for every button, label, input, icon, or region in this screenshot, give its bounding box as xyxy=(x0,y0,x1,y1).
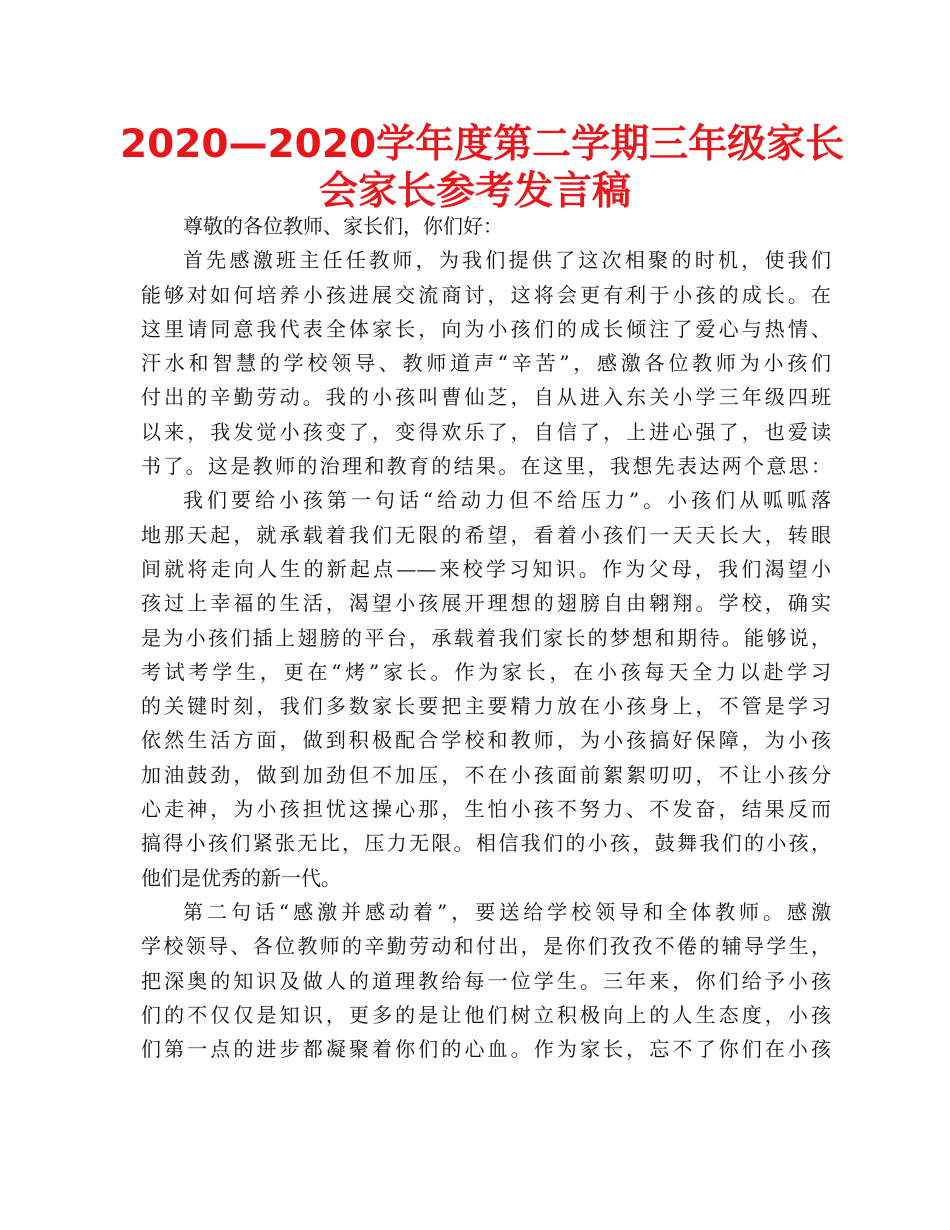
text-line: 书了。这是教师的治理和教育的结果。在这里，我想先表达两个意思： xyxy=(141,454,831,479)
text-line: 心走神，为小孩担忧这操心那，生怕小孩不努力、不发奋，结果反而 xyxy=(141,797,831,822)
text-line: 首先感激班主任任教师，为我们提供了这次相聚的时机，使我们 xyxy=(183,248,831,273)
text-line: 地那天起，就承载着我们无限的希望，看着小孩们一天天长大，转眼 xyxy=(141,522,831,547)
text-line: 依然生活方面，做到积极配合学校和教师，为小孩搞好保障，为小孩 xyxy=(141,728,831,753)
text-line: 付出的辛勤劳动。我的小孩叫曹仙芝，自从进入东关小学三年级四班 xyxy=(141,385,831,410)
text-line: 们第一点的进步都凝聚着你们的心血。作为家长，忘不了你们在小孩 xyxy=(141,1037,831,1062)
document-body xyxy=(141,209,831,1066)
text-line: 是为小孩们插上翅膀的平台，承载着我们家长的梦想和期待。能够说， xyxy=(141,625,831,650)
text-line: 们的不仅仅是知识，更多的是让他们树立积极向上的人生态度，小孩 xyxy=(141,1002,831,1027)
document-title-line-2: 会家长参考发言稿 xyxy=(318,169,631,214)
text-line: 第二句话“感激并感动着”，要送给学校领导和全体教师。感激 xyxy=(183,899,831,924)
text-line: 把深奥的知识及做人的道理教给每一位学生。三年来，你们给予小孩 xyxy=(141,968,831,993)
text-line: 的关键时刻，我们多数家长要把主要精力放在小孩身上，不管是学习 xyxy=(141,694,831,719)
text-line: 这里请同意我代表全体家长，向为小孩们的成长倾注了爱心与热情、 xyxy=(141,316,831,341)
text-line: 尊敬的各位教师、家长们，你们好： xyxy=(183,214,503,238)
text-line: 孩过上幸福的生活，渴望小孩展开理想的翅膀自由翱翔。学校，确实 xyxy=(141,591,831,616)
text-line: 以来，我发觉小孩变了，变得欢乐了，自信了，上进心强了，也爱读 xyxy=(141,419,831,444)
text-line: 学校领导、各位教师的辛勤劳动和付出，是你们孜孜不倦的辅导学生， xyxy=(141,934,831,959)
text-line: 能够对如何培养小孩进展交流商讨，这将会更有利于小孩的成长。在 xyxy=(141,282,831,307)
text-line: 我们要给小孩第一句话“给动力但不给压力”。小孩们从呱呱落 xyxy=(183,488,831,513)
text-line: 间就将走向人生的新起点——来校学习知识。作为父母，我们渴望小 xyxy=(141,556,831,581)
text-line: 加油鼓劲，做到加劲但不加压，不在小孩面前絮絮叨叨，不让小孩分 xyxy=(141,762,831,787)
text-line: 搞得小孩们紧张无比，压力无限。相信我们的小孩，鼓舞我们的小孩， xyxy=(141,831,831,856)
text-line: 汗水和智慧的学校领导、教师道声“辛苦”，感激各位教师为小孩们 xyxy=(141,351,831,376)
document-title-line-1: 2020—2020学年度第二学期三年级家长 xyxy=(120,122,845,167)
text-line: 他们是优秀的新一代。 xyxy=(141,865,341,890)
text-line: 考试考学生，更在“烤”家长。作为家长，在小孩每天全力以赴学习 xyxy=(141,659,831,684)
